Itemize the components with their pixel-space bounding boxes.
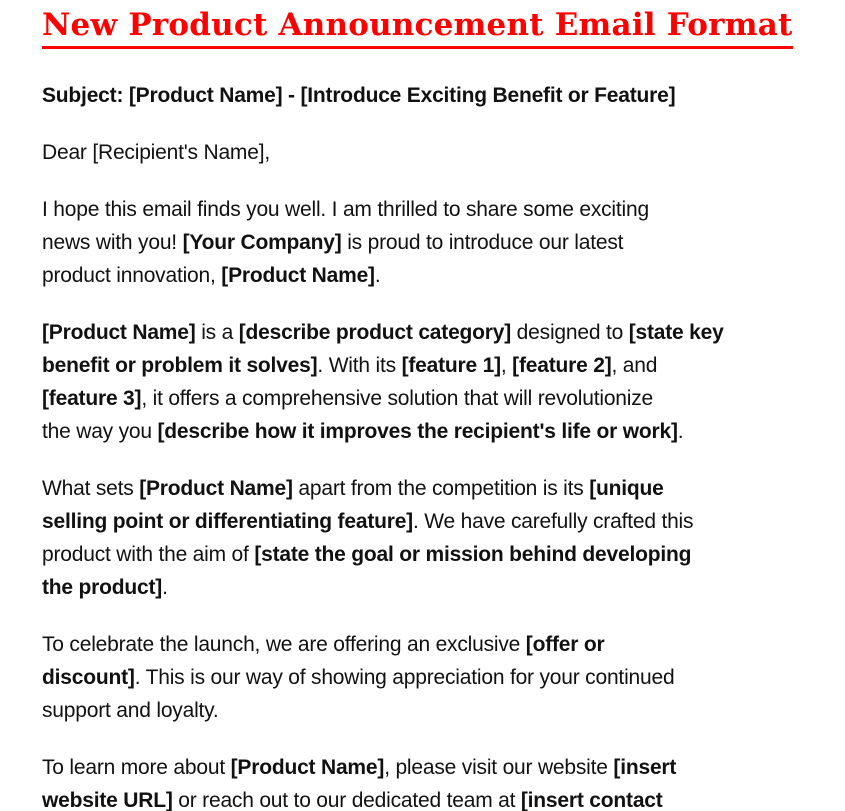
email-body [42, 79, 835, 811]
body-text: the way you [42, 419, 158, 443]
body-text: To celebrate the launch, we are offering an exclusive [42, 632, 526, 656]
placeholder-text: Subject: [Product Name] - [Introduce Exciting Benefit or Feature] [42, 83, 676, 107]
body-text: , and [611, 353, 658, 377]
placeholder-text: [feature 1] [401, 353, 501, 377]
text-line [42, 415, 835, 448]
text-line [42, 472, 835, 505]
body-text: , [500, 353, 513, 377]
text-line [42, 136, 835, 169]
placeholder-text: [describe product category] [238, 320, 512, 344]
placeholder-text: [Product Name] [139, 476, 293, 500]
body-text: product with the aim of [42, 542, 255, 566]
text-line [42, 694, 835, 727]
text-line [42, 259, 835, 292]
text-line [42, 571, 835, 604]
placeholder-text: [offer or [525, 632, 605, 656]
body-text: product innovation, [42, 263, 222, 287]
text-line [42, 79, 835, 112]
body-text: I hope this email finds you well. I am thrilled to share some exciting [42, 197, 649, 221]
placeholder-text: [insert [613, 755, 677, 779]
placeholder-text: [feature 3] [42, 386, 142, 410]
text-line [42, 193, 835, 226]
text-line [42, 382, 835, 415]
text-line [42, 226, 835, 259]
text-line [42, 661, 835, 694]
body-text: . This is our way of showing appreciation for your continued [134, 665, 675, 689]
text-line [42, 538, 835, 571]
body-text: support and loyalty. [42, 698, 219, 722]
body-text: . [162, 575, 168, 599]
intro-paragraph [42, 193, 835, 292]
offer-paragraph [42, 628, 835, 727]
subject-line [42, 79, 835, 112]
placeholder-text: [state the goal or mission behind developing [254, 542, 692, 566]
placeholder-text: [describe how it improves the recipient's life or work] [157, 419, 678, 443]
text-line [42, 751, 835, 784]
body-text: . [677, 419, 684, 443]
placeholder-text: the product] [42, 575, 163, 599]
product-description-paragraph [42, 316, 835, 448]
placeholder-text: [Product Name] [42, 320, 196, 344]
text-line [42, 505, 835, 538]
body-text: news with you! [42, 230, 183, 254]
body-text: is proud to introduce our latest [341, 230, 624, 254]
salutation [42, 136, 835, 169]
body-text: To learn more about [42, 755, 231, 779]
body-text: or reach out to our dedicated team at [172, 788, 521, 811]
body-text: , please visit our website [384, 755, 614, 779]
body-text: , it offers a comprehensive solution that will revolutionize [141, 386, 654, 410]
placeholder-text: [Your Company] [182, 230, 342, 254]
placeholder-text: [Product Name] [221, 263, 375, 287]
page-title: New Product Announcement Email Format [42, 8, 793, 49]
text-line [42, 349, 835, 382]
differentiation-paragraph [42, 472, 835, 604]
body-text: . With its [317, 353, 402, 377]
text-line [42, 784, 835, 811]
placeholder-text: [insert contact [520, 788, 663, 811]
body-text: is a [195, 320, 239, 344]
body-text: . We have carefully crafted this [412, 509, 694, 533]
body-text: Dear [Recipient's Name], [42, 140, 270, 164]
placeholder-text: selling point or differentiating feature] [42, 509, 413, 533]
body-text: . [374, 263, 381, 287]
body-text: apart from the competition is its [292, 476, 590, 500]
learn-more-paragraph [42, 751, 835, 811]
placeholder-text: discount] [42, 665, 135, 689]
body-text: designed to [511, 320, 629, 344]
placeholder-text: [unique [589, 476, 664, 500]
body-text: What sets [42, 476, 140, 500]
text-line [42, 628, 835, 661]
placeholder-text: website URL] [42, 788, 173, 811]
placeholder-text: [Product Name] [230, 755, 385, 779]
placeholder-text: benefit or problem it solves] [42, 353, 318, 377]
placeholder-text: [state key [628, 320, 724, 344]
text-line [42, 316, 835, 349]
placeholder-text: [feature 2] [512, 353, 612, 377]
